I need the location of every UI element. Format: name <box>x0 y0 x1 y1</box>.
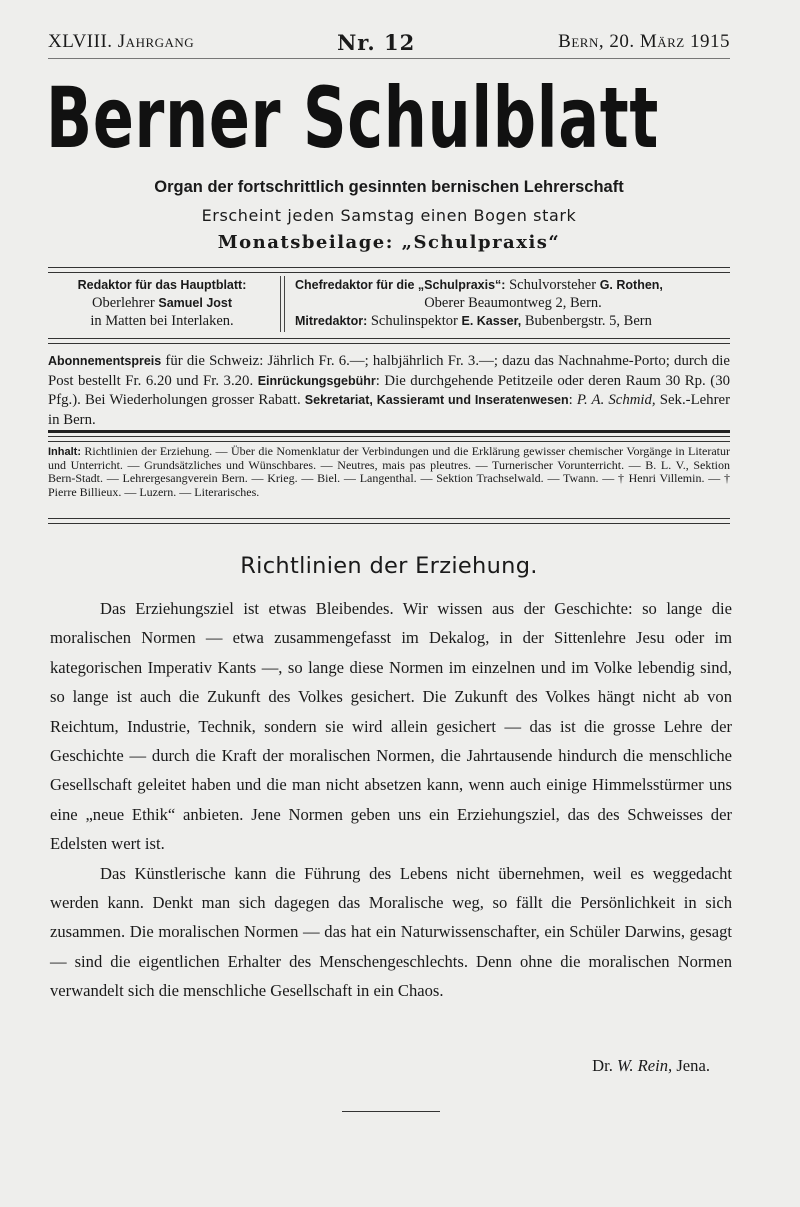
co-editor-title: Schulinspektor <box>367 313 462 329</box>
divider-double <box>48 267 730 273</box>
contents-label: Inhalt: <box>48 446 81 458</box>
place-date: Bern, 20. März 1915 <box>558 31 730 52</box>
office-label: Sekretariat, Kassieramt und Inseratenwesen <box>304 393 569 407</box>
signature-prefix: Dr. <box>592 1056 618 1075</box>
volume-label: XLVIII. Jahrgang <box>48 31 195 52</box>
divider-thick <box>48 430 730 433</box>
masthead-subtitle-organ: Organ der fortschrittlich gesinnten bernischen Lehrerschaft <box>154 178 624 196</box>
subscription-label: Abonnementspreis <box>48 354 162 368</box>
end-rule <box>342 1111 440 1112</box>
masthead-subtitle-frequency: Erscheint jeden Samstag einen Bogen stark <box>201 206 577 225</box>
editor-main-name: Samuel Jost <box>158 296 233 310</box>
editor-main <box>48 276 276 330</box>
co-editor-address: Bubenbergstr. 5, Bern <box>521 313 652 329</box>
chief-editor-label: Chefredaktor für die „Schulpraxis“: <box>295 278 506 292</box>
chief-editor-title: Schulvorsteher <box>505 277 600 293</box>
masthead-title: Berner Schulblatt <box>46 69 660 167</box>
editor-main-label: Redaktor für das Hauptblatt: <box>77 278 247 292</box>
chief-editor-name: G. Rothen, <box>599 278 663 292</box>
editor-main-address: in Matten bei Interlaken. <box>90 313 234 329</box>
office-title: Sek.-Lehrer in Bern. <box>48 392 730 428</box>
article-paragraph: Das Künstlerische kann die Führung des Lebens nicht übernehmen, weil es weggedacht werden kann. Denkt man sich dagegen das Moralische weg, so fällt die Persönlichkeit in sich zusammen. Die moralischen Normen — das hat ein Naturwissenschafter, ein Schüler Darwins, gesagt — sind die eigentlichen Erhalter des Menschengeschlechts. Denn ohne die moralischen Normen verwandelt sich die menschliche Gesellschaft in ein Chaos. <box>50 863 732 1001</box>
masthead-subtitle-supplement: Monatsbeilage: „Schulpraxis“ <box>217 232 561 253</box>
subscription-info <box>48 352 730 430</box>
editor-main-title: Oberlehrer <box>91 295 159 311</box>
issue-number: Nr. 12 <box>337 29 416 55</box>
office-name: P. A. Schmid, <box>576 392 656 408</box>
article-signature <box>48 1056 710 1076</box>
issue-header <box>48 28 730 56</box>
article-paragraph: Das Erziehungsziel ist etwas Bleibendes. Wir wissen aus der Geschichte: so lange die moralischen Normen — etwa zusammengefasst im Dekalog, in der Sittenlehre Jesu oder im kategorischen Imperativ Kants —, so lange diese Normen im einzelnen und im Volke lebendig sind, so lange ist auch die Zukunft des Volkes gesichert. Die Zukunft des Volkes hängt nicht ab von Reichtum, Industrie, Technik, sondern sie wird allein gesichert — das ist die grosse Lehre der Geschichte — durch die Kraft der moralischen Normen, die Jahrtausende hindurch die menschliche Gesellschaft geleitet haben und die man nicht absetzen kann, wenn auch einige Himmelsstürmer uns eine „neue Ethik“ anbieten. Jene Normen geben uns ein Erziehungsziel, das des Schweisses der Edelsten wert ist. <box>50 599 732 854</box>
editor-supplement <box>295 276 731 330</box>
insertion-fee-text: : Die durchgehende Petitzeile oder deren Raum 30 Rp. (30 Pfg.). Bei Wiederholungen grosser Rabatt. <box>48 372 731 408</box>
editors-divider <box>280 276 285 332</box>
chief-editor-address: Oberer Beaumontweg 2, Bern. <box>424 295 602 311</box>
signature-name: W. Rein, <box>617 1056 673 1075</box>
article-title: Richtlinien der Erziehung. <box>240 553 538 579</box>
table-of-contents <box>48 445 730 499</box>
contents-text: Richtlinien der Erziehung. — Über die Nomenklatur der Verbindungen und die Erklärung gewisser chemischer Vorgänge in Literatur und Unterricht. — Grundsätzliches und Wünschbares. — Neutres, mais pas pleutres. — Turnerischer Vorunterricht. — B. L. V., Sektion Bern-Stadt. — Lehrergesangverein Bern. — Krieg. — Biel. — Langenthal. — Sektion Trachselwald. — Twann. — † Henri Villemin. — † Pierre Billieux. — Luzern. — Literarisches. <box>48 444 730 499</box>
subscription-text: für die Schweiz: Jährlich Fr. 6.—; halbjährlich Fr. 3.—; dazu das Nachnahme-Porto; durch die Post bestellt Fr. 6.20 und Fr. 3.20. <box>48 353 730 389</box>
co-editor-name: E. Kasser, <box>461 314 522 328</box>
office-colon: : <box>568 392 577 408</box>
header-rule <box>48 58 730 59</box>
article-body <box>50 594 732 1006</box>
divider-double <box>48 436 730 442</box>
divider-double <box>48 518 730 524</box>
co-editor-label: Mitredaktor: <box>295 314 368 328</box>
signature-place: Jena. <box>672 1056 710 1075</box>
insertion-fee-label: Einrückungsgebühr <box>257 373 376 388</box>
divider-double <box>48 338 730 344</box>
editors-block <box>48 276 730 334</box>
